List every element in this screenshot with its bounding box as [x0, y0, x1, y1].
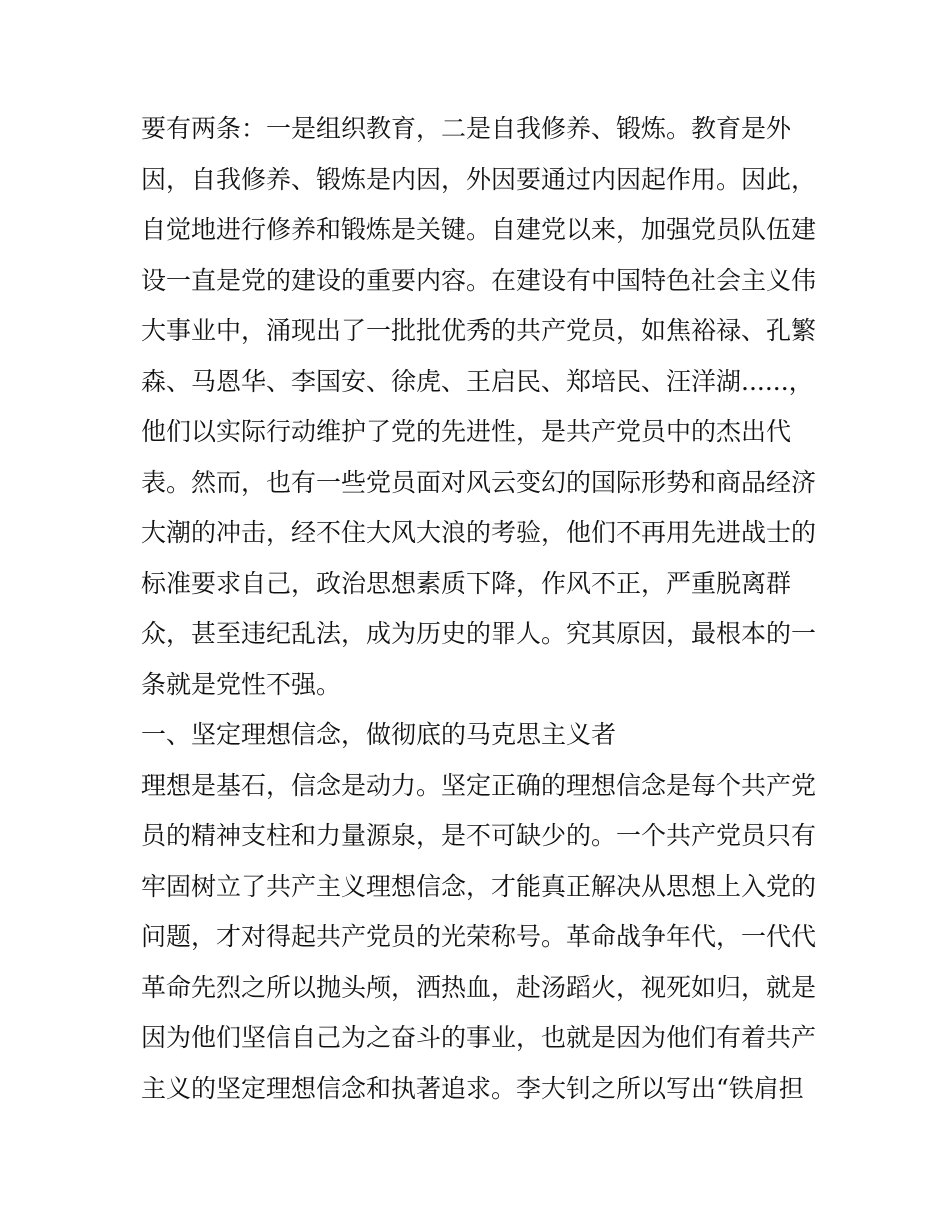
- body-text: [141, 104, 821, 1114]
- text-line: 因，自我修养、锻炼是内因，外因要通过内因起作用。因此，: [141, 164, 817, 194]
- text-line: 革命先烈之所以抛头颅，洒热血，赴汤蹈火，视死如归，就是: [141, 972, 817, 1002]
- text-line: 设一直是党的建设的重要内容。在建设有中国特色社会主义伟: [141, 265, 817, 295]
- text-line: 森、马恩华、李国安、徐虎、王启民、郑培民、汪洋湖......，: [141, 366, 814, 396]
- text-line: 问题，才对得起共产党员的光荣称号。革命战争年代，一代代: [141, 922, 817, 951]
- text-line: 标准要求自己，政治思想素质下降，作风不正，严重脱离群: [141, 568, 792, 598]
- text-line: 条就是党性不强。: [141, 669, 342, 699]
- text-line: 理想是基石，信念是动力。坚定正确的理想信念是每个共产党: [141, 770, 817, 800]
- text-line: 自觉地进行修养和锻炼是关键。自建党以来，加强党员队伍建: [141, 215, 817, 244]
- text-line: 众，甚至违纪乱法，成为历史的罪人。究其原因，最根本的一: [141, 619, 817, 648]
- text-line: 主义的坚定理想信念和执著追求。李大钊之所以写出“铁肩担: [141, 1073, 804, 1103]
- text-line: 表。然而，也有一些党员面对风云变幻的国际形势和商品经济: [141, 467, 817, 497]
- text-line: 牢固树立了共产主义理想信念，才能真正解决从思想上入党的: [141, 871, 817, 901]
- text-line: 大事业中，涌现出了一批批优秀的共产党员，如焦裕禄、孔繁: [141, 316, 817, 345]
- section-heading: 一、坚定理想信念，做彻底的马克思主义者: [141, 720, 617, 749]
- text-line: 他们以实际行动维护了党的先进性，是共产党员中的杰出代: [141, 417, 792, 446]
- text-line: 员的精神支柱和力量源泉，是不可缺少的。一个共产党员只有: [141, 821, 817, 850]
- text-line: 大潮的冲击，经不住大风大浪的考验，他们不再用先进战士的: [141, 518, 817, 547]
- text-line: 要有两条：一是组织教育，二是自我修养、锻炼。教育是外: [141, 114, 792, 143]
- text-line: 因为他们坚信自己为之奋斗的事业，也就是因为他们有着共产: [141, 1023, 817, 1052]
